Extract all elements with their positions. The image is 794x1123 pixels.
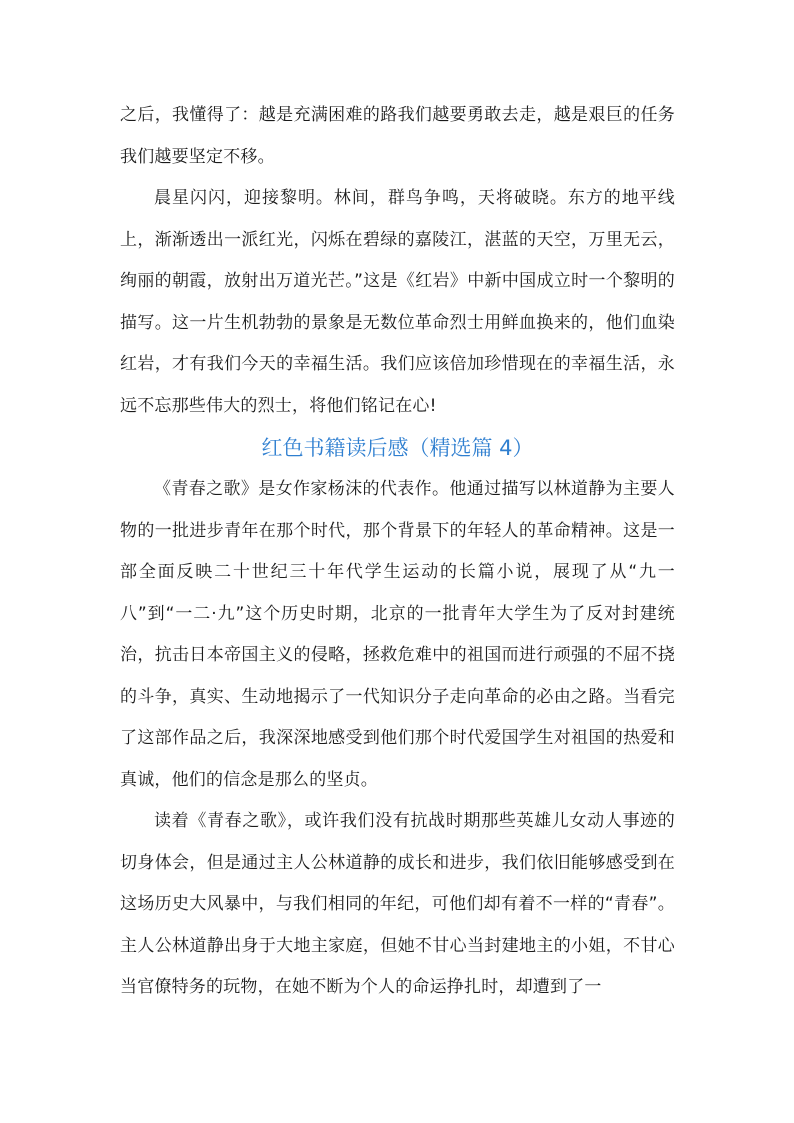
document-page	[120, 95, 675, 1009]
paragraph-dawn-description: 晨星闪闪，迎接黎明。林间，群鸟争鸣，天将破晓。东方的地平线上，渐渐透出一派红光，闪烁在碧绿的嘉陵江，湛蓝的天空，万里无云，绚丽的朝霞，放射出万道光芒。”这是《红岩》中新中国成立时一个黎明的描写。这一片生机勃勃的景象是无数位革命烈士用鲜血换来的，他们血染红岩，才有我们今天的幸福生活。我们应该倍加珍惜现在的幸福生活，永远不忘那些伟大的烈士，将他们铭记在心!	[120, 188, 675, 416]
paragraph-reflection: 读着《青春之歌》，或许我们没有抗战时期那些英雄儿女动人事迹的切身体会，但是通过主人公林道静的成长和进步，我们依旧能够感受到在这场历史大风暴中，与我们相同的年纪，可他们却有着不一样的“青春”。主人公林道静出身于大地主家庭，但她不甘心当封建地主的小姐，不甘心当官僚特务的玩物，在她不断为个人的命运挣扎时，却遭到了一	[120, 811, 675, 997]
paragraph-continued: 之后，我懂得了：越是充满困难的路我们越要勇敢去走，越是艰巨的任务我们越要坚定不移。	[120, 105, 675, 167]
section-heading: 红色书籍读后感（精选篇 4）	[261, 436, 534, 460]
paragraph-book-intro: 《青春之歌》是女作家杨沫的代表作。他通过描写以林道静为主要人物的一批进步青年在那个时代，那个背景下的年轻人的革命精神。这是一部全面反映二十世纪三十年代学生运动的长篇小说，展现了从“九一八”到“一二·九”这个历史时期，北京的一批青年大学生为了反对封建统治，抗击日本帝国主义的侵略，拯救危难中的祖国而进行顽强的不屈不挠的斗争，真实、生动地揭示了一代知识分子走向革命的必由之路。当看完了这部作品之后，我深深地感受到他们那个时代爱国学生对祖国的热爱和真诚，他们的信念是那么的坚贞。	[120, 479, 675, 790]
